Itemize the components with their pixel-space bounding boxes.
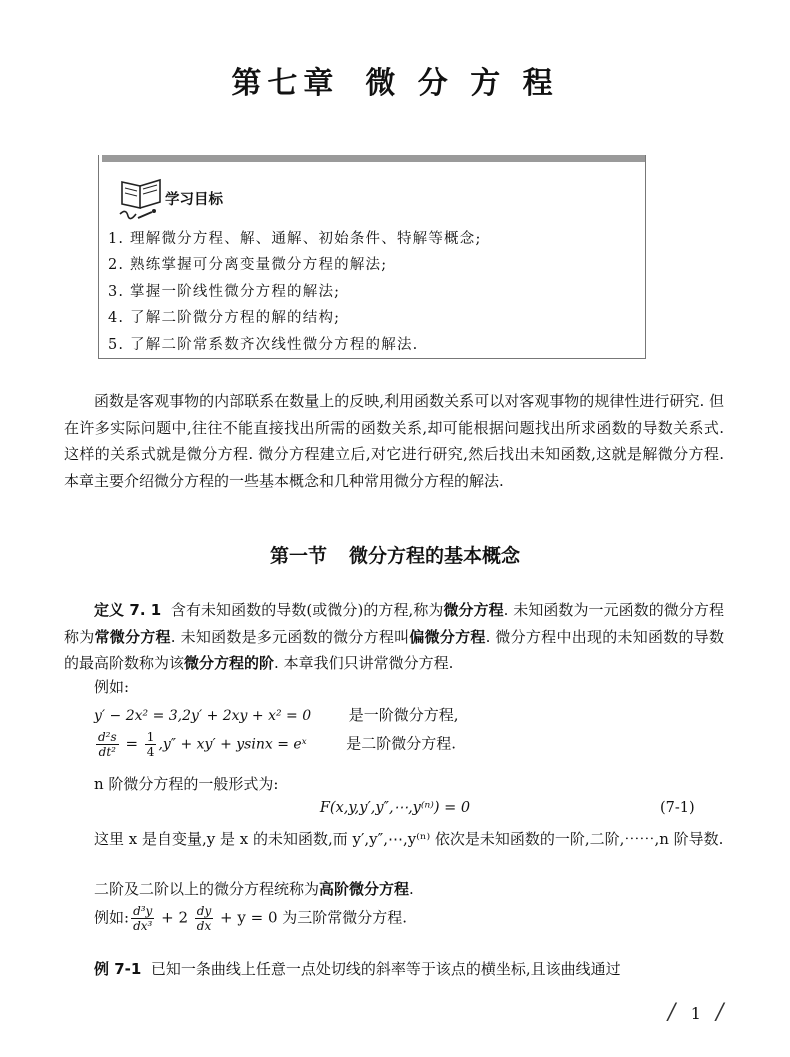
general-form-explain: 这里 x 是自变量,y 是 x 的未知函数,而 y′,y″,⋯,y⁽ⁿ⁾ 依次是未知函数的一阶,二阶,⋯⋯,n 阶导数. [94, 830, 724, 848]
term-ordinary-de: 常微分方程 [94, 627, 171, 646]
fraction-numerator: d³y [133, 904, 153, 918]
equals-sign: = [125, 734, 139, 753]
fraction-numerator: 1 [146, 730, 155, 744]
fraction-one-quarter [145, 730, 157, 759]
definition-text: . 本章我们只讲常微分方程. [274, 654, 454, 672]
goal-item: 3. 掌握一阶线性微分方程的解法; [108, 283, 341, 300]
example-equation-2 [94, 730, 456, 759]
equation-first-order-desc: 是一阶微分方程, [348, 706, 459, 724]
equation-part: + 2 [161, 908, 189, 927]
equation-number: (7-1) [660, 800, 695, 816]
fraction-denominator: dt² [98, 745, 116, 759]
fraction-numerator: dy [196, 904, 212, 918]
example-equation-1 [94, 704, 458, 725]
slash-decoration: / [668, 1000, 676, 1025]
page-footer [668, 1000, 724, 1025]
equation-second-order-desc: 是二阶微分方程. [346, 734, 456, 753]
example-text: 已知一条曲线上任意一点处切线的斜率等于该点的横坐标,且该曲线通过 [150, 960, 621, 978]
section-name: 微分方程的基本概念 [349, 545, 521, 567]
chapter-title [0, 58, 790, 102]
definition-7-1 [64, 597, 724, 677]
definition-text: . 微分方程中出现的未知函数的导数的最高阶数称为该 [64, 627, 724, 672]
term-differential-equation: 微分方程 [443, 601, 504, 619]
higher-order-text: 二阶及二阶以上的微分方程统称为 [94, 880, 320, 898]
fraction-denominator: 4 [146, 745, 155, 759]
definition-text: 含有未知函数的导数(或微分)的方程,称为 [170, 601, 444, 619]
learning-goals-list [108, 226, 482, 358]
fraction-denominator: dx³ [133, 919, 153, 933]
fraction-denominator: dx [196, 919, 212, 933]
example-label: 例 7-1 [94, 960, 142, 978]
chapter-number: 第七章 [231, 66, 340, 101]
higher-order-definition [94, 878, 414, 899]
equation-first-order: y′ − 2x² = 3,2y′ + 2xy + x² = 0 [94, 708, 312, 724]
goal-item: 2. 熟练掌握可分离变量微分方程的解法; [108, 257, 388, 274]
term-partial-de: 偏微分方程 [409, 627, 486, 646]
general-form-lead: n 阶微分方程的一般形式为: [94, 775, 279, 793]
notebook-icon [118, 174, 166, 224]
section-title [0, 541, 790, 568]
term-higher-order-de: 高阶微分方程 [319, 880, 410, 898]
equation-part: + y = 0 为三阶常微分方程. [220, 908, 408, 927]
definition-label: 定义 7. 1 [94, 601, 162, 619]
higher-order-example-lead: 例如: [94, 908, 130, 927]
page-number: 1 [690, 1004, 701, 1023]
fraction-d2s-dt2 [96, 730, 119, 759]
definition-text: . 未知函数为一元函数的微分方程称为 [64, 601, 724, 646]
higher-order-example [94, 904, 407, 933]
slash-decoration: / [716, 1000, 724, 1025]
term-order: 微分方程的阶 [184, 654, 275, 672]
higher-order-text: . [409, 880, 414, 898]
goal-item: 4. 了解二阶微分方程的解的结构; [108, 310, 341, 327]
fraction-d3y-dx3 [131, 904, 154, 933]
section-number: 第一节 [269, 545, 327, 567]
chapter-name: 微 分 方 程 [365, 66, 559, 101]
fraction-dy-dx [195, 904, 213, 933]
goal-item: 1. 理解微分方程、解、通解、初始条件、特解等概念; [108, 231, 482, 247]
goal-item: 5. 了解二阶常系数齐次线性微分方程的解法. [108, 336, 419, 353]
general-form-equation: F(x,y,y′,y″,⋯,y⁽ⁿ⁾) = 0 [319, 800, 471, 816]
fraction-numerator: d²s [98, 730, 117, 744]
example-7-1 [94, 958, 621, 979]
examples-intro: 例如: [94, 678, 130, 696]
learning-goals-title: 学习目标 [165, 192, 223, 208]
definition-text: . 未知函数是多元函数的微分方程叫 [170, 627, 410, 646]
intro-paragraph: 函数是客观事物的内部联系在数量上的反映,利用函数关系可以对客观事物的规律性进行研究. 但在许多实际问题中,往往不能直接找出所需的函数关系,却可能根据问题找出所求函数的导数关系式. 这样的关系式就是微分方程. 微分方程建立后,对它进行研究,然后找出未知函数,这就是解微分方程. 本章主要介绍微分方程的一些基本概念和几种常用微分方程的解法. [64, 392, 724, 490]
equation-second-order: ,y″ + xy′ + ysinx = eˣ [158, 736, 307, 753]
